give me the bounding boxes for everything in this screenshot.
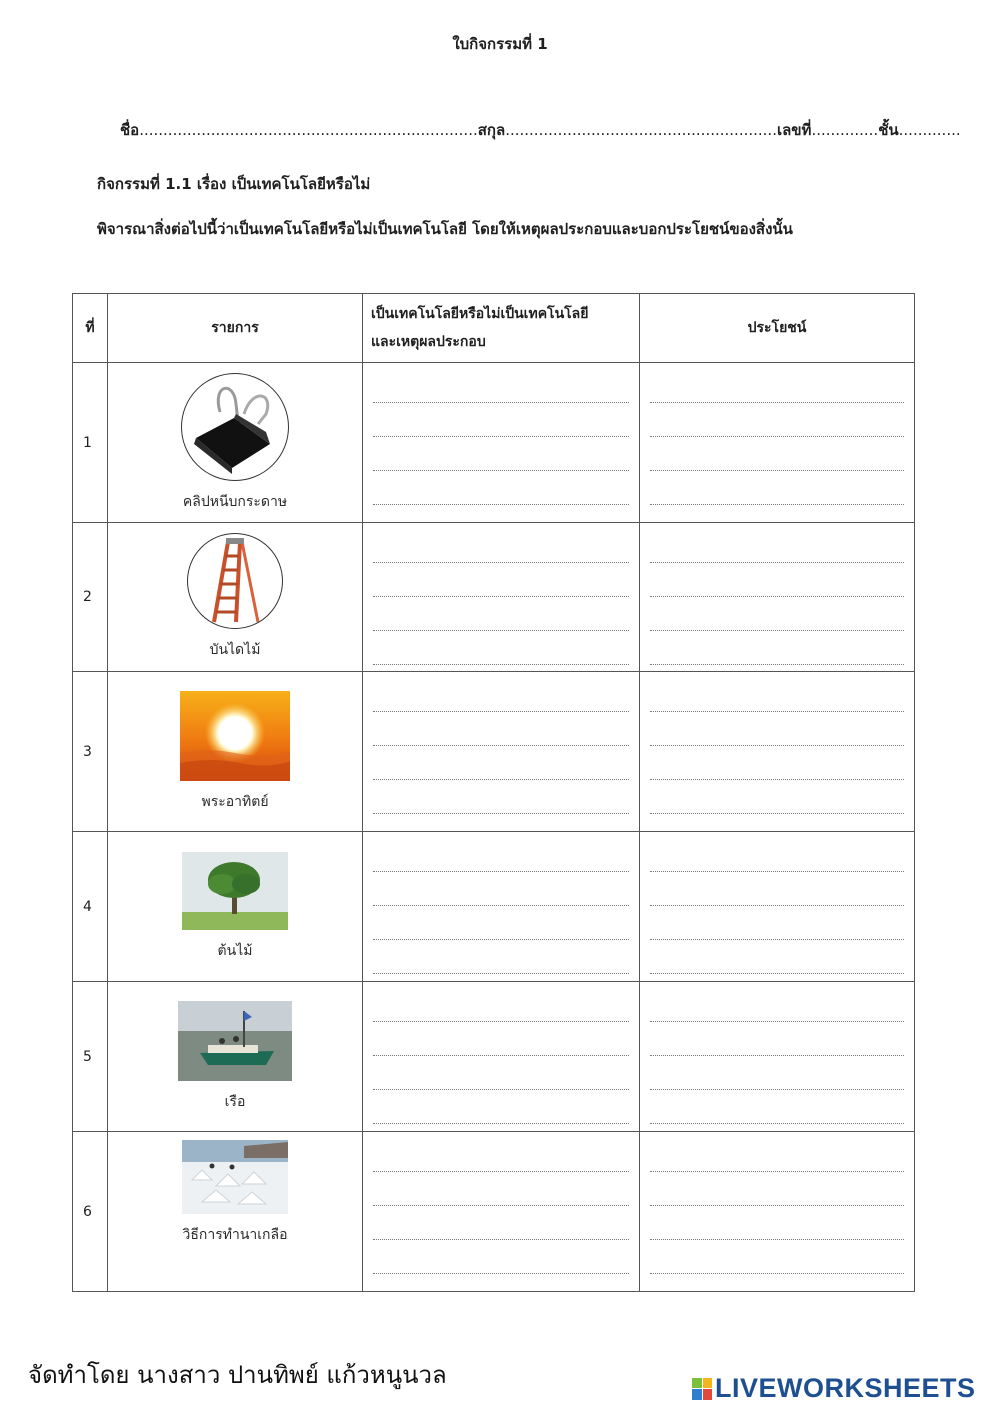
- item-cell: [108, 1132, 363, 1292]
- item-label: เรือ: [224, 1093, 246, 1110]
- row-number: 3: [73, 672, 108, 832]
- number-field[interactable]: ..............: [811, 121, 879, 139]
- table-row: [73, 672, 915, 832]
- benefit-answer[interactable]: [640, 1132, 915, 1292]
- liveworksheets-logo-icon: [692, 1378, 712, 1400]
- row-number: 1: [73, 363, 108, 523]
- student-info-line: [120, 118, 961, 142]
- boat-image: [178, 1001, 292, 1081]
- item-cell: [108, 523, 363, 672]
- item-cell: [108, 672, 363, 832]
- row-number: 4: [73, 832, 108, 982]
- benefit-answer[interactable]: [640, 363, 915, 523]
- table-row: [73, 363, 915, 523]
- item-cell: [108, 982, 363, 1132]
- benefit-answer[interactable]: [640, 832, 915, 982]
- table-row: [73, 982, 915, 1132]
- row-number: 5: [73, 982, 108, 1132]
- logo-square-green: [692, 1378, 702, 1389]
- brand-name: LIVEWORKSHEETS: [715, 1373, 976, 1403]
- logo-square-yellow: [703, 1378, 713, 1389]
- sun-image: [180, 691, 290, 781]
- salt-farm-image: [182, 1140, 288, 1214]
- instruction-text: พิจารณาสิ่งต่อไปนี้ว่าเป็นเทคโนโลยีหรือไม่เป็นเทคโนโลยี โดยให้เหตุผลประกอบและบอกประโยชน์ของสิ่งนั้น: [97, 220, 793, 238]
- table-header-row: [73, 294, 915, 363]
- technology-answer[interactable]: [363, 523, 640, 672]
- surname-label: สกุล: [477, 121, 506, 139]
- technology-answer[interactable]: [363, 1132, 640, 1292]
- logo-square-red: [703, 1389, 713, 1400]
- name-label: ชื่อ: [120, 121, 140, 139]
- header-no: ที่: [73, 294, 108, 363]
- item-cell: [108, 363, 363, 523]
- surname-field[interactable]: .........................................................: [505, 121, 777, 139]
- tree-image: [182, 852, 288, 930]
- item-label: บันไดไม้: [209, 642, 261, 658]
- worksheet-title: ใบกิจกรรมที่ 1: [452, 35, 548, 53]
- class-label: ชั้น: [878, 121, 899, 139]
- liveworksheets-brand[interactable]: [692, 1373, 976, 1404]
- benefit-answer[interactable]: [640, 982, 915, 1132]
- activity-title: กิจกรรมที่ 1.1 เรื่อง เป็นเทคโนโลยีหรือไม่: [97, 175, 371, 193]
- ladder-image: [187, 533, 283, 629]
- header-technology-line1: เป็นเทคโนโลยีหรือไม่เป็นเทคโนโลยี: [371, 306, 589, 322]
- table-row: [73, 832, 915, 982]
- technology-answer[interactable]: [363, 982, 640, 1132]
- table-row: [73, 1132, 915, 1292]
- header-benefit: ประโยชน์: [640, 294, 915, 363]
- item-label: พระอาทิตย์: [201, 793, 269, 810]
- header-technology-line2: และเหตุผลประกอบ: [371, 334, 486, 350]
- item-label: คลิปหนีบกระดาษ: [182, 493, 288, 510]
- header-technology: [363, 294, 640, 363]
- item-label: ต้นไม้: [217, 942, 253, 959]
- name-field[interactable]: .......................................................................: [139, 121, 478, 139]
- technology-answer[interactable]: [363, 832, 640, 982]
- technology-answer[interactable]: [363, 672, 640, 832]
- benefit-answer[interactable]: [640, 523, 915, 672]
- author-credit: จัดทำโดย นางสาว ปานทิพย์ แก้วหนูนวล: [28, 1361, 447, 1389]
- logo-square-blue: [692, 1389, 702, 1400]
- row-number: 2: [73, 523, 108, 672]
- item-label: วิธีการทำนาเกลือ: [182, 1227, 288, 1243]
- technology-answer[interactable]: [363, 363, 640, 523]
- class-field[interactable]: .............: [898, 121, 961, 139]
- row-number: 6: [73, 1132, 108, 1292]
- benefit-answer[interactable]: [640, 672, 915, 832]
- table-row: [73, 523, 915, 672]
- item-cell: [108, 832, 363, 982]
- worksheet-table: [72, 293, 915, 1292]
- header-item: รายการ: [108, 294, 363, 363]
- number-label: เลขที่: [776, 121, 812, 139]
- binder-clip-image: [181, 373, 289, 481]
